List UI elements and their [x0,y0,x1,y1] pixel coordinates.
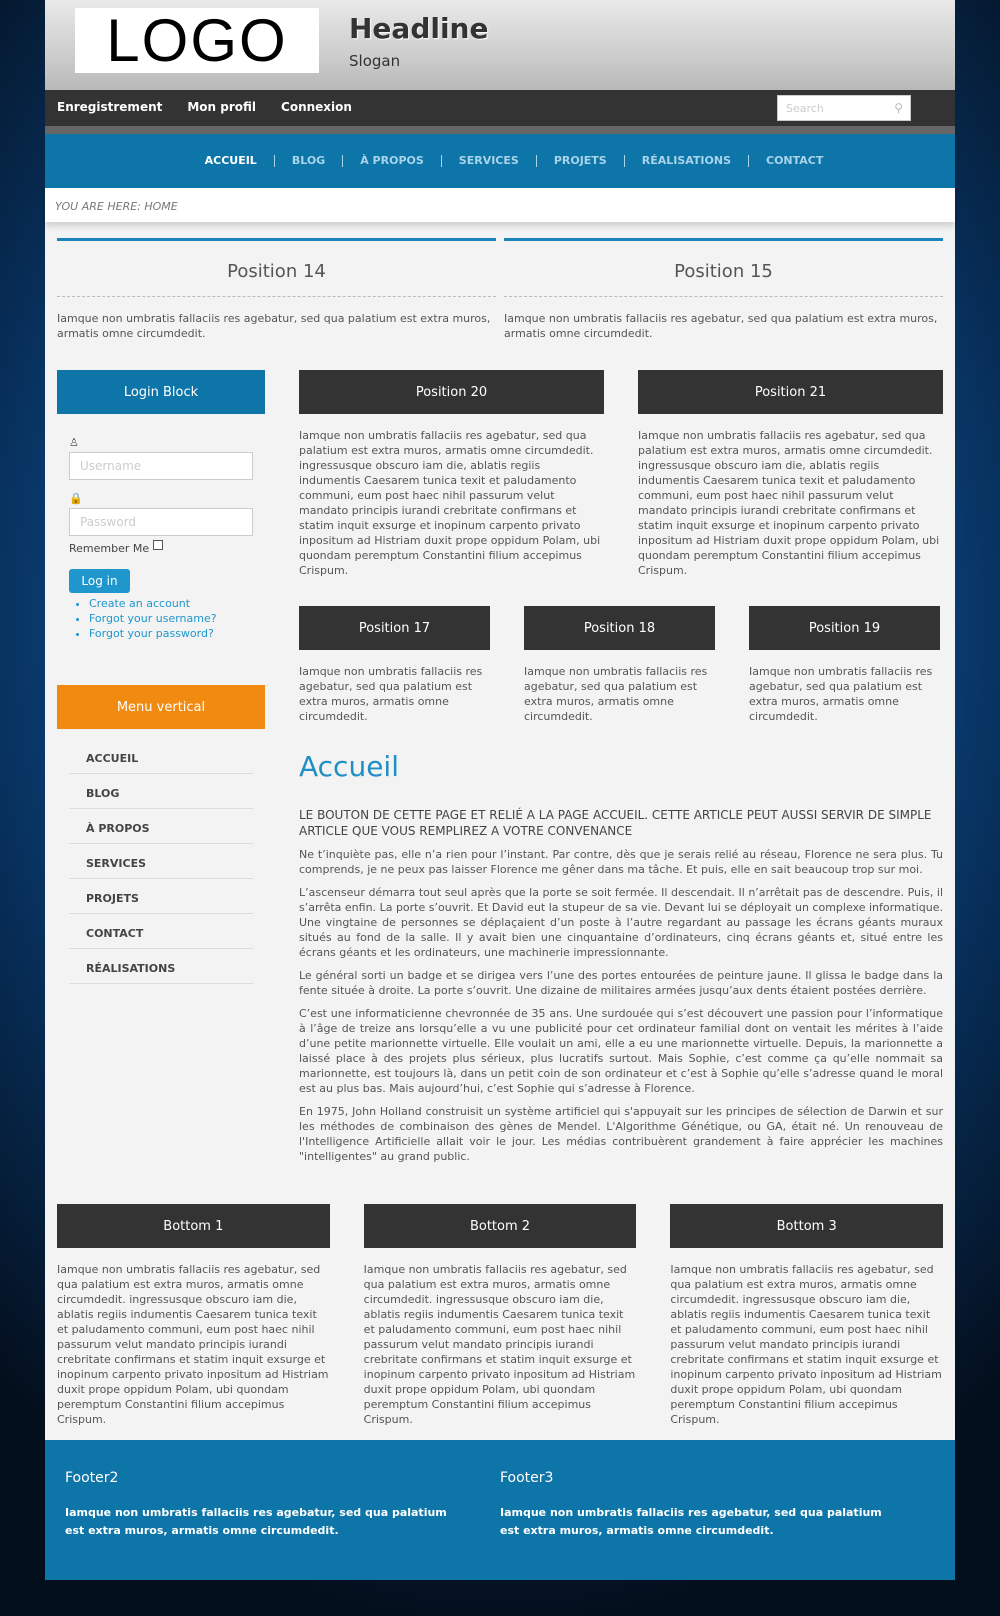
position-15 [504,238,943,341]
top-bar [45,90,955,134]
search-icon[interactable]: ⚲ [894,101,903,115]
bottom-text: Iamque non umbratis fallaciis res agebatur, sed qua palatium est extra muros, armatis omne circumdedit. ingressusque obscuro iam die, ablatis regiis indumentis Caesarem tunica texit et paludamento communi, eum post haec nihil passurum velut mandato principis iurandi crebritate confirmans et statim inquit exsurge et inopinum carpento privato inpositum ad Histriam duxit prope oppidum Polam, ubi quondam peremptum Constantini filium accepimus Crispum. [670,1263,942,1426]
position-text: Iamque non umbratis fallaciis res agebatur, sed qua palatium est extra muros, armatis omne circumdedit. [524,665,708,723]
vmenu-item-a-propos[interactable]: À PROPOS [69,809,253,844]
bottom-2 [364,1204,637,1427]
article-lead: LE BOUTON DE CETTE PAGE ET RELIÉ A LA PAGE ACCUEIL. CETTE ARTICLE PEUT AUSSI SERVIR DE SIMPLE ARTICLE QUE VOUS REMPLIREZ A VOTRE CONVENANCE [299,808,932,838]
bottom-1 [57,1204,330,1427]
article-paragraph: En 1975, John Holland construisit un système artificiel qui s'appuyait sur les principes de sélection de Darwin et sur les méthodes de combinaison des gènes de Mendel. L'Algorithme Génétique, ou GA, était né. Un renouveau de l'Intelligence Artificielle allait voir le jour. Les médias contribuèrent grandement à faire apprécier les machines "intelligentes" au grand public. [299,1105,943,1163]
position-text: Iamque non umbratis fallaciis res agebatur, sed qua palatium est extra muros, armatis omne circumdedit. [749,665,933,723]
vertical-menu-list [57,729,265,984]
footer-text: Iamque non umbratis fallaciis res agebatur, sed qua palatium est extra muros, armatis omne circumdedit. [500,1506,882,1537]
article-paragraph: Ne t’inquiète pas, elle n’a rien pour l’instant. Par contre, dès que je serais relié au réseau, Florence ne sera plus. Tu comprends, je ne peux pas laisser Florence me gêner dans ma tâche. Et puis, elle en sait beaucoup trop sur moi. [299,848,943,876]
position-title: Position 17 [299,606,490,650]
bottom-text: Iamque non umbratis fallaciis res agebatur, sed qua palatium est extra muros, armatis omne circumdedit. ingressusque obscuro iam die, ablatis regiis indumentis Caesarem tunica texit et paludamento communi, eum post haec nihil passurum velut mandato principis iurandi crebritate confirmans et statim inquit exsurge et inopinum carpento privato inpositum ad Histriam duxit prope oppidum Polam, ubi quondam peremptum Constantini filium accepimus Crispum. [57,1263,329,1426]
lock-icon: 🔒 [69,492,83,505]
vmenu-item-realisations[interactable]: RÉALISATIONS [69,949,253,984]
position-20 [299,370,604,578]
footer-title: Footer2 [65,1470,119,1486]
site-slogan: Slogan [349,52,401,70]
nav-projets[interactable]: PROJETS [536,155,624,167]
article-paragraph: Le général sorti un badge et se dirigea vers l’une des portes entourées de peinture jaune. Il glissa le badge dans la fente située à droite. La porte s’ouvrit. Une dizaine de militaires armées jusqu’aux dents étaient postées derrière. [299,969,943,997]
article-paragraph: C’est une informaticienne chevronnée de 35 ans. Une surdouée qui s’est découvert une passion pour l’informatique à l’âge de treize ans lorsqu’elle a vu une publicité pour cet ordinateur familial dont on ventait les mérites à l’aide d’une petite marionnette virtuelle. Elle voulait un ami, elle a eu une marionnette virtuelle. Depuis, la marionnette a laissé place à des projets plus sérieux, plus lucratifs surtout. Mais Sophie, c’est comme ça qu’elle nommait sa marionnette, est toujours là, dans un petit coin de son ordinateur et c’est à Sophie qu’elle s’adresse quand le moral est au plus bas. Mais aujourd’hui, c’est Sophie qui s’adresse à Florence. [299,1007,943,1095]
remember-checkbox[interactable] [153,540,163,550]
bottom-text: Iamque non umbratis fallaciis res agebatur, sed qua palatium est extra muros, armatis omne circumdedit. ingressusque obscuro iam die, ablatis regiis indumentis Caesarem tunica texit et paludamento communi, eum post haec nihil passurum velut mandato principis iurandi crebritate confirmans et statim inquit exsurge et inopinum carpento privato inpositum ad Histriam duxit prope oppidum Polam, ubi quondam peremptum Constantini filium accepimus Crispum. [363,1263,636,1426]
footer-text: Iamque non umbratis fallaciis res agebatur, sed qua palatium est extra muros, armatis omne circumdedit. [65,1506,447,1537]
position-title: Position 15 [504,241,943,297]
nav-services[interactable]: SERVICES [441,155,536,167]
login-button[interactable]: Log in [69,569,130,593]
position-title: Position 18 [524,606,715,650]
site-footer [45,1440,955,1580]
vmenu-item-projets[interactable]: PROJETS [69,879,253,914]
main-nav [45,134,955,188]
logo[interactable]: LOGO [75,8,319,73]
link-enregistrement[interactable]: Enregistrement [57,100,163,114]
nav-a-propos[interactable]: À PROPOS [342,155,441,167]
search-input[interactable] [777,95,911,121]
article-paragraph: L’ascenseur démarra tout seul après que la porte se soit fermée. Il descendait. Il n’arrêtait pas de descendre. Puis, il s’arrêta enfin. La porte s’ouvrit. Et David eut la stupeur de sa vie. Devant lui se déployait un complexe informatique. Une vingtaine de personnes se déplaçaient d’un poste à l’autre regardant au passage les écrans géants muraux situés au fond de la salle. Il y avait bien une cinquantaine d’ordinateurs, cinq écrans géants et, situé entre les écrans géants et les ordinateurs, une machinerie impressionnante. [299,886,943,959]
position-21 [638,370,943,578]
position-17 [299,606,490,724]
positions-small [299,606,943,724]
page-container [45,0,955,1580]
position-14 [57,238,496,341]
top-links [57,100,352,114]
login-block-title: Login Block [57,370,265,414]
nav-realisations[interactable]: RÉALISATIONS [624,155,748,167]
forgot-password-link[interactable]: • Forgot your password? [89,626,253,641]
position-text: Iamque non umbratis fallaciis res agebatur, sed qua palatium est extra muros, armatis omne circumdedit. ingressusque obscuro iam die, ablatis regiis indumentis Caesarem tunica texit et paludamento communi, eum post haec nihil passurum velut mandato principis iurandi crebritate confirmans et statim inquit exsurge et inopinum carpento privato inpositum ad Histriam duxit prope oppidum Polam, ubi quondam peremptum Constantini filium accepimus Crispum. [299,429,601,577]
vmenu-item-accueil[interactable]: ACCUEIL [69,739,253,774]
positions-mid [299,370,943,578]
site-header [45,0,955,90]
position-19 [749,606,940,724]
remember-me [69,542,253,555]
vertical-menu [57,685,265,984]
login-form [57,414,265,641]
vertical-menu-title: Menu vertical [57,685,265,729]
forgot-username-link[interactable]: • Forgot your username? [89,611,253,626]
site-headline: Headline [349,12,489,45]
article-title: Accueil [299,750,399,783]
position-title: Position 19 [749,606,940,650]
footer-title: Footer3 [500,1470,554,1486]
bottom-3 [670,1204,943,1427]
breadcrumb: YOU ARE HERE: HOME [45,188,955,222]
position-title: Position 20 [299,370,604,414]
main-content [299,370,943,1164]
vmenu-item-contact[interactable]: CONTACT [69,914,253,949]
remember-label: Remember Me [69,542,150,555]
link-mon-profil[interactable]: Mon profil [187,100,257,114]
link-connexion[interactable]: Connexion [281,100,352,114]
nav-contact[interactable]: CONTACT [748,155,840,167]
bottom-title: Bottom 2 [364,1204,637,1248]
position-title: Position 21 [638,370,943,414]
vmenu-item-services[interactable]: SERVICES [69,844,253,879]
nav-blog[interactable]: BLOG [274,155,342,167]
create-account-link[interactable]: • Create an account [89,596,253,611]
search-placeholder: Search [786,102,824,115]
position-text: Iamque non umbratis fallaciis res agebatur, sed qua palatium est extra muros, armatis omne circumdedit. [57,312,491,340]
article [299,750,943,1164]
position-text: Iamque non umbratis fallaciis res agebatur, sed qua palatium est extra muros, armatis omne circumdedit. ingressusque obscuro iam die, ablatis regiis indumentis Caesarem tunica texit et paludamento communi, eum post haec nihil passurum velut mandato principis iurandi crebritate confirmans et statim inquit exsurge et inopinum carpento privato inpositum ad Histriam duxit prope oppidum Polam, ubi quondam peremptum Constantini filium accepimus Crispum. [638,429,940,577]
vmenu-item-blog[interactable]: BLOG [69,774,253,809]
bottom-title: Bottom 3 [670,1204,943,1248]
position-18 [524,606,715,724]
footer-3 [500,1470,935,1580]
login-links [89,596,253,641]
username-field[interactable]: Username [69,452,253,480]
position-title: Position 14 [57,241,496,297]
user-icon: ♙ [69,436,79,449]
nav-accueil[interactable]: ACCUEIL [204,154,257,167]
positions-top [57,238,943,341]
footer-2 [65,1470,500,1580]
position-text: Iamque non umbratis fallaciis res agebatur, sed qua palatium est extra muros, armatis omne circumdedit. [504,312,938,340]
sidebar [57,370,265,984]
bottom-title: Bottom 1 [57,1204,330,1248]
bottom-positions [57,1204,943,1427]
password-field[interactable]: Password [69,508,253,536]
position-text: Iamque non umbratis fallaciis res agebatur, sed qua palatium est extra muros, armatis omne circumdedit. [299,665,483,723]
